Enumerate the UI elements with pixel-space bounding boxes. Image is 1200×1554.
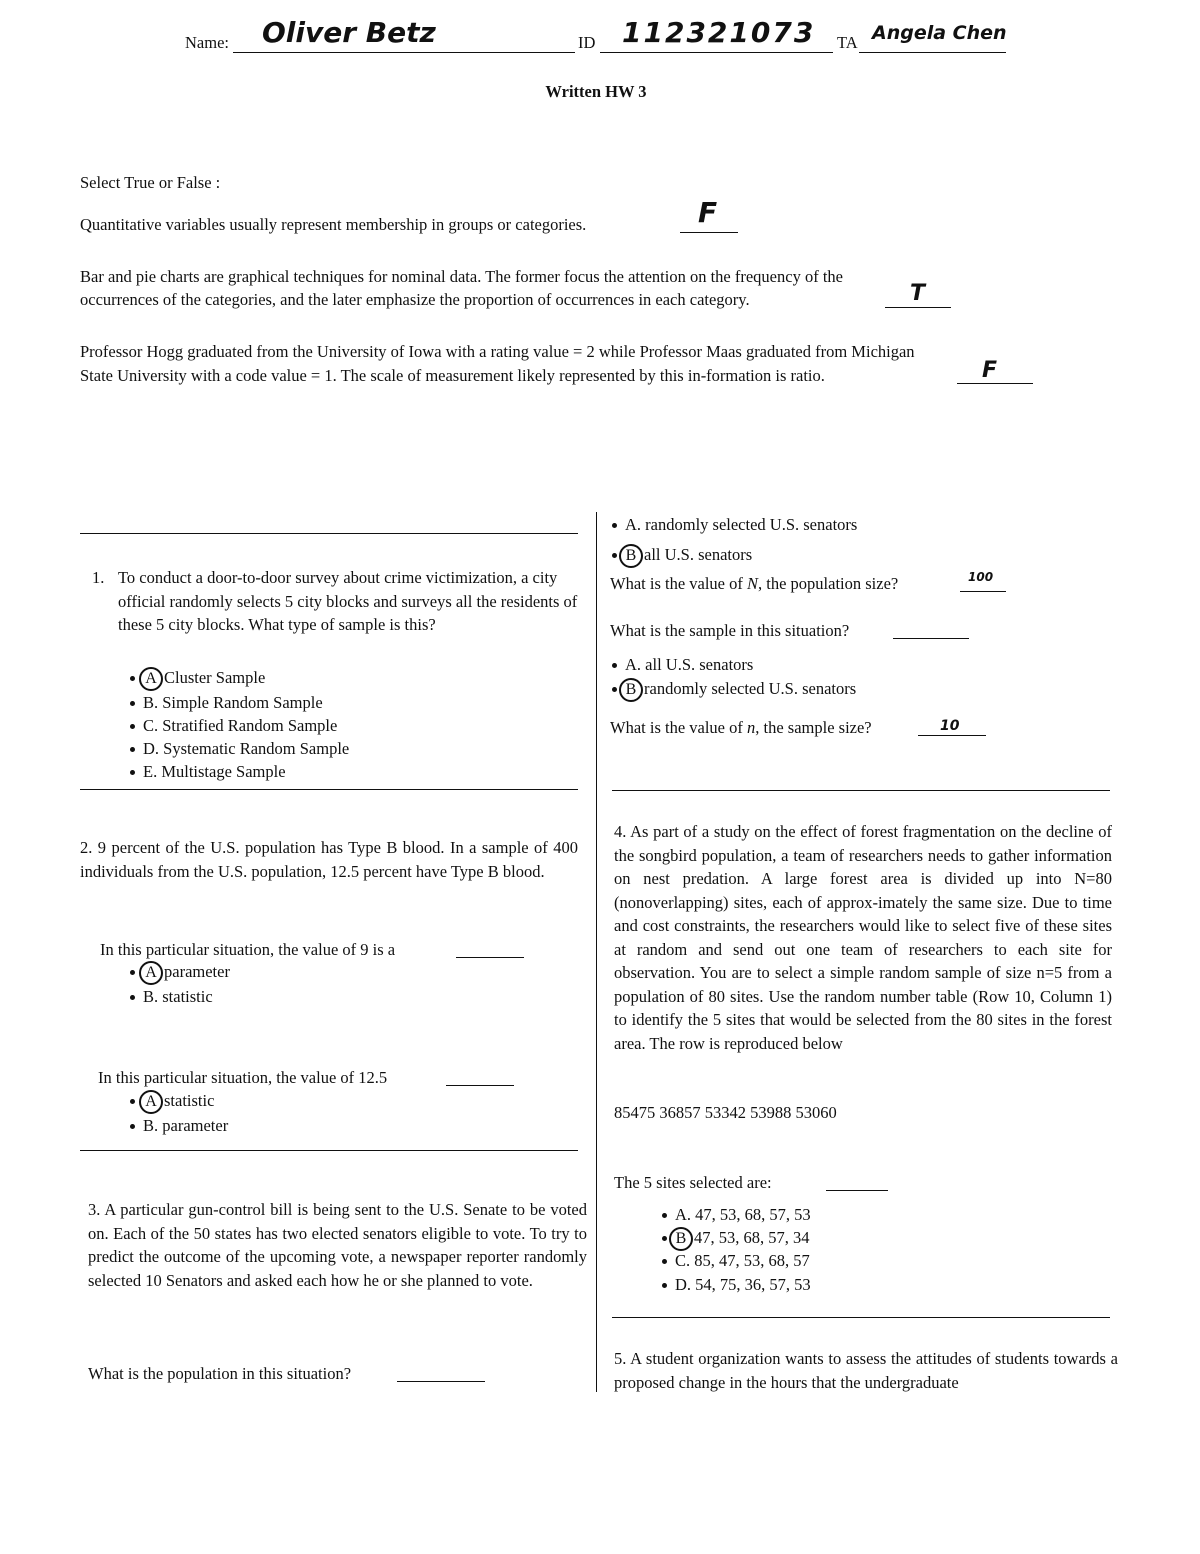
bullet-icon xyxy=(130,970,135,975)
id-label: ID xyxy=(578,33,596,52)
id-handwritten: 112321073 xyxy=(622,16,816,49)
q4-text: 4. As part of a study on the effect of forest fragmentation on the decline of the songbird population, a team of researchers needs to gather information on nest predation. A large forest area is divided up into N=80 (nonoverlapping) sites, each of approx-imately the same size. Due to time and cost constraints, the researchers would like to select five of these sites at random and send out one team of researchers to each site for observation. You are to select a simple random sample of size n=5 from a population of 80 sites. Use the random number table (Row 10, Column 1) to identify the 5 sites that would be selected from the 80 sites in the forest area. The row is reproduced below xyxy=(614,822,1112,1053)
q2-sub1-option-a[interactable]: A parameter xyxy=(130,960,230,985)
q3-text: 3. A particular gun-control bill is being sent to the U.S. Senate to be voted on. Each of the 50 states has two elected senators eligible to vote. To try to predict the outcome of the upcoming vote, a newspaper reporter randomly selected 10 Senators and asked each how he or she planned to vote. xyxy=(88,1200,587,1290)
tf-q3-line2: State University with a code value = 1. The scale of measurement likely represented by this in-formation is ratio. xyxy=(80,366,825,385)
bullet-icon xyxy=(662,1283,667,1288)
q2-sub2-prompt: In this particular situation, the value of 12.5 xyxy=(98,1068,388,1087)
q3-n-prompt: What is the value of n, the sample size? xyxy=(610,718,872,737)
tf-q2-line1: Bar and pie charts are graphical techniques for nominal data. The former focus the attention on the frequency of the xyxy=(80,267,843,286)
left-rule-q2 xyxy=(80,1150,578,1151)
name-label: Name: xyxy=(185,33,229,52)
circled-answer: A xyxy=(139,1090,163,1114)
q3-N-prompt: What is the value of N, the population size? xyxy=(610,574,899,593)
tf-q1-text: Quantitative variables usually represent membership in groups or categories. xyxy=(80,215,587,234)
bullet-icon xyxy=(130,770,135,775)
circled-answer: A xyxy=(139,667,163,691)
q4-option-c[interactable]: C. 85, 47, 53, 68, 57 xyxy=(662,1249,810,1273)
bullet-icon xyxy=(130,724,135,729)
bullet-icon xyxy=(130,701,135,706)
q3-population-blank xyxy=(397,1361,485,1382)
q1-option-e[interactable]: E. Multistage Sample xyxy=(130,760,286,784)
q1-text: To conduct a door-to-door survey about crime victimization, a city official randomly selects 5 city blocks and surveys all the residents of these 5 city blocks. What type of sample is this? xyxy=(118,568,578,634)
q2-sub1-blank xyxy=(456,937,524,958)
q3-N-answer: 100 xyxy=(968,570,994,584)
q3-population-option-a[interactable]: A. randomly selected U.S. senators xyxy=(612,513,857,537)
q4-option-a[interactable]: A. 47, 53, 68, 57, 53 xyxy=(662,1203,811,1227)
name-handwritten: Oliver Betz xyxy=(262,16,436,49)
ta-handwritten: Angela Chen xyxy=(872,22,1007,44)
circled-answer: B xyxy=(669,1227,693,1251)
right-rule-q3 xyxy=(612,790,1110,791)
q3-sample-prompt: What is the sample in this situation? xyxy=(610,621,850,640)
q2-sub2-blank xyxy=(446,1065,514,1086)
q3-population-prompt: What is the population in this situation? xyxy=(88,1364,352,1383)
q4-option-d[interactable]: D. 54, 75, 36, 57, 53 xyxy=(662,1273,811,1297)
page-title: Written HW 3 xyxy=(545,82,647,101)
left-rule-q1 xyxy=(80,789,578,790)
q1-option-a[interactable]: A Cluster Sample xyxy=(130,666,265,691)
q2-sub2-option-a[interactable]: A statistic xyxy=(130,1089,214,1114)
circled-answer: B xyxy=(619,544,643,568)
q4-sites-prompt: The 5 sites selected are: xyxy=(614,1173,772,1192)
q3-sample-blank xyxy=(893,618,969,639)
q1-option-d[interactable]: D. Systematic Random Sample xyxy=(130,737,349,761)
bullet-icon xyxy=(130,676,135,681)
left-rule-top xyxy=(80,533,578,534)
bullet-icon xyxy=(662,1259,667,1264)
q3-n-answer: 10 xyxy=(940,718,960,734)
circled-answer: A xyxy=(139,961,163,985)
q3-sample-option-a[interactable]: A. all U.S. senators xyxy=(612,653,753,677)
bullet-icon xyxy=(612,663,617,668)
q2-sub2-option-b[interactable]: B. parameter xyxy=(130,1114,228,1138)
q5-text: 5. A student organization wants to assess the attitudes of students towards a proposed change in the hours that the undergraduate xyxy=(614,1349,1118,1392)
q2-sub1-option-b[interactable]: B. statistic xyxy=(130,985,213,1009)
q4-option-b[interactable]: B 47, 53, 68, 57, 34 xyxy=(662,1226,810,1251)
q2-sub1-prompt: In this particular situation, the value of 9 is a xyxy=(100,940,396,959)
tf-q2-answer: T xyxy=(910,281,926,306)
bullet-icon xyxy=(130,1099,135,1104)
bullet-icon xyxy=(130,995,135,1000)
q4-random-row: 85475 36857 53342 53988 53060 xyxy=(614,1103,837,1122)
bullet-icon xyxy=(662,1213,667,1218)
tf-q2-line2: occurrences of the categories, and the later emphasize the proportion of occurrences in each category. xyxy=(80,290,750,309)
tf-heading: Select True or False : xyxy=(80,173,221,192)
q4-sites-blank xyxy=(826,1170,888,1191)
q1-option-c[interactable]: C. Stratified Random Sample xyxy=(130,714,337,738)
right-rule-q4 xyxy=(612,1317,1110,1318)
tf-q3-answer: F xyxy=(982,358,998,383)
ta-label: TA xyxy=(837,33,858,52)
tf-q1-answer: F xyxy=(698,196,718,229)
q3-sample-option-b[interactable]: B randomly selected U.S. senators xyxy=(612,677,856,702)
bullet-icon xyxy=(612,553,617,558)
bullet-icon xyxy=(130,1124,135,1129)
bullet-icon xyxy=(612,523,617,528)
bullet-icon xyxy=(130,747,135,752)
q1-number: 1. xyxy=(92,568,105,587)
bullet-icon xyxy=(662,1236,667,1241)
q3-population-option-b[interactable]: B all U.S. senators xyxy=(612,543,752,568)
q1-option-b[interactable]: B. Simple Random Sample xyxy=(130,691,323,715)
tf-q3-line1: Professor Hogg graduated from the University of Iowa with a rating value = 2 while Professor Maas graduated from Michigan xyxy=(80,342,915,361)
bullet-icon xyxy=(612,687,617,692)
circled-answer: B xyxy=(619,678,643,702)
q2-text: 2. 9 percent of the U.S. population has Type B blood. In a sample of 400 individuals from the U.S. population, 12.5 percent have Type B blood. xyxy=(80,838,578,881)
column-divider xyxy=(596,512,597,1392)
